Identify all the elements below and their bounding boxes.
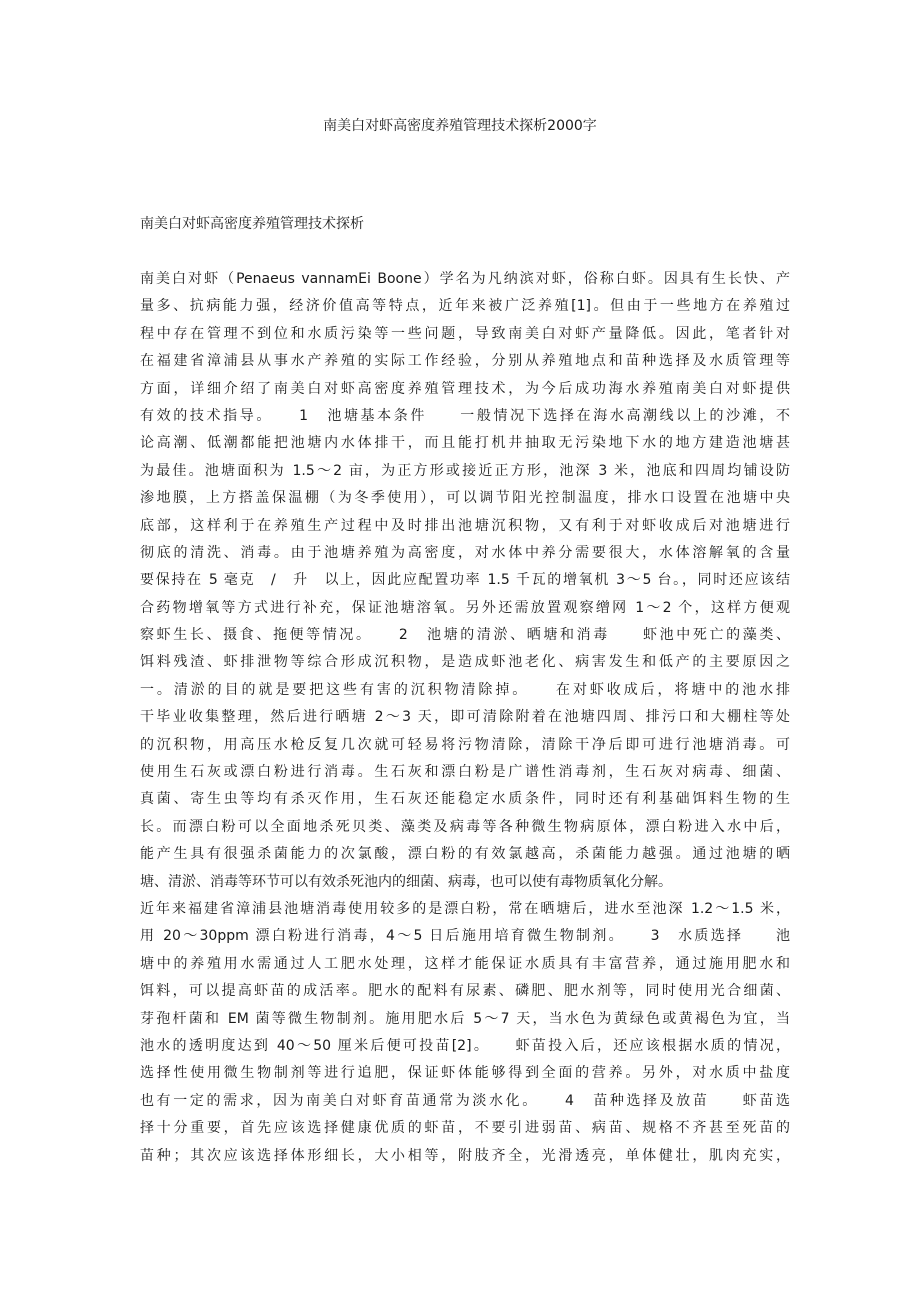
body-line: 干毕业收集整理，然后进行晒塘 2～3 天，即可清除附着在池塘四周、排污口和大棚柱等处 — [140, 709, 790, 726]
body-line: 用 20～30ppm 漂白粉进行消毒，4～5 日后施用培育微生物制剂。 3 水质选择 池 — [140, 928, 790, 945]
body-text — [140, 266, 790, 1170]
body-line: 论高潮、低潮都能把池塘内水体排干，而且能打机井抽取无污染地下水的地方建造池塘甚 — [140, 435, 790, 452]
body-line: 渗地膜，上方搭盖保温棚（为冬季使用），可以调节阳光控制温度，排水口设置在池塘中央 — [140, 490, 790, 507]
body-line: 要保持在 5 毫克 / 升 以上，因此应配置功率 1.5 千瓦的增氧机 3～5 台。，同时还应该结 — [140, 572, 790, 589]
body-line: 在福建省漳浦县从事水产养殖的实际工作经验，分别从养殖地点和苗种选择及水质管理等 — [140, 353, 790, 370]
body-line: 择十分重要，首先应该选择健康优质的虾苗，不要引进弱苗、病苗、规格不齐甚至死苗的 — [140, 1120, 790, 1137]
section-heading: 南美白对虾高密度养殖管理技术探析 — [140, 216, 364, 232]
body-line: 使用生石灰或漂白粉进行消毒。生石灰和漂白粉是广谱性消毒剂，生石灰对病毒、细菌、 — [140, 764, 790, 781]
body-line: 能产生具有很强杀菌能力的次氯酸，漂白粉的有效氯越高，杀菌能力越强。通过池塘的晒 — [140, 846, 790, 863]
body-line: 方面，详细介绍了南美白对虾高密度养殖管理技术，为今后成功海水养殖南美白对虾提供 — [140, 380, 790, 397]
body-line: 池水的透明度达到 40～50 厘米后便可投苗[2]。 虾苗投入后，还应该根据水质的情况， — [140, 1037, 790, 1054]
body-line: 塘、清淤、消毒等环节可以有效杀死池内的细菌、病毒，也可以使有毒物质氧化分解。 — [140, 873, 672, 890]
body-line: 为最佳。池塘面积为 1.5～2 亩，为正方形或接近正方形，池深 3 米，池底和四周均铺设防 — [140, 462, 790, 479]
body-line: 饵料残渣、虾排泄物等综合形成沉积物，是造成虾池老化、病害发生和低产的主要原因之 — [140, 654, 790, 671]
body-line: 饵料，可以提高虾苗的成活率。肥水的配料有尿素、磷肥、肥水剂等，同时使用光合细菌、 — [140, 983, 790, 1000]
document-title: 南美白对虾高密度养殖管理技术探析2000字 — [323, 118, 597, 134]
body-line: 的沉积物，用高压水枪反复几次就可轻易将污物清除，清除干净后即可进行池塘消毒。可 — [140, 736, 790, 753]
body-line: 选择性使用微生物制剂等进行追肥，保证虾体能够得到全面的营养。另外，对水质中盐度 — [140, 1065, 790, 1082]
body-line: 彻底的清洗、消毒。由于池塘养殖为高密度，对水体中养分需要很大，水体溶解氧的含量 — [140, 544, 790, 561]
body-line: 真菌、寄生虫等均有杀灭作用，生石灰还能稳定水质条件，同时还有利基础饵料生物的生 — [140, 791, 790, 808]
body-line: 南美白对虾（Penaeus vannamEi Boone）学名为凡纳滨对虾，俗称白虾。因具有生长快、产 — [140, 271, 790, 287]
body-line: 程中存在管理不到位和水质污染等一些问题，导致南美白对虾产量降低。因此，笔者针对 — [140, 325, 790, 342]
body-line: 长。而漂白粉可以全面地杀死贝类、藻类及病毒等各种微生物病原体，漂白粉进入水中后， — [140, 818, 790, 835]
body-line: 近年来福建省漳浦县池塘消毒使用较多的是漂白粉，常在晒塘后，进水至池深 1.2～1.5 米， — [140, 900, 790, 917]
body-line: 合药物增氧等方式进行补充，保证池塘溶氧。另外还需放置观察缯网 1～2 个，这样方便观 — [140, 599, 790, 616]
body-line: 一。清淤的目的就是要把这些有害的沉积物清除掉。 在对虾收成后，将塘中的池水排 — [140, 681, 790, 698]
body-line: 察虾生长、摄食、拖便等情况。 2 池塘的清淤、晒塘和消毒 虾池中死亡的藻类、 — [140, 627, 790, 644]
body-line: 芽孢杆菌和 EM 菌等微生物制剂。施用肥水后 5～7 天，当水色为黄绿色或黄褐色为宜，当 — [140, 1010, 790, 1027]
body-line: 底部，这样利于在养殖生产过程中及时排出池塘沉积物，又有利于对虾收成后对池塘进行 — [140, 517, 790, 534]
body-line: 有效的技术指导。 1 池塘基本条件 一般情况下选择在海水高潮线以上的沙滩，不 — [140, 407, 790, 424]
body-line: 苗种；其次应该选择体形细长，大小相等，附肢齐全，光滑透亮，单体健壮，肌肉充实， — [140, 1147, 790, 1164]
body-line: 量多、抗病能力强，经济价值高等特点，近年来被广泛养殖[1]。但由于一些地方在养殖过 — [140, 298, 790, 315]
body-line: 也有一定的需求，因为南美白对虾育苗通常为淡水化。 4 苗种选择及放苗 虾苗选 — [140, 1092, 790, 1109]
body-line: 塘中的养殖用水需通过人工肥水处理，这样才能保证水质具有丰富营养，通过施用肥水和 — [140, 955, 790, 972]
